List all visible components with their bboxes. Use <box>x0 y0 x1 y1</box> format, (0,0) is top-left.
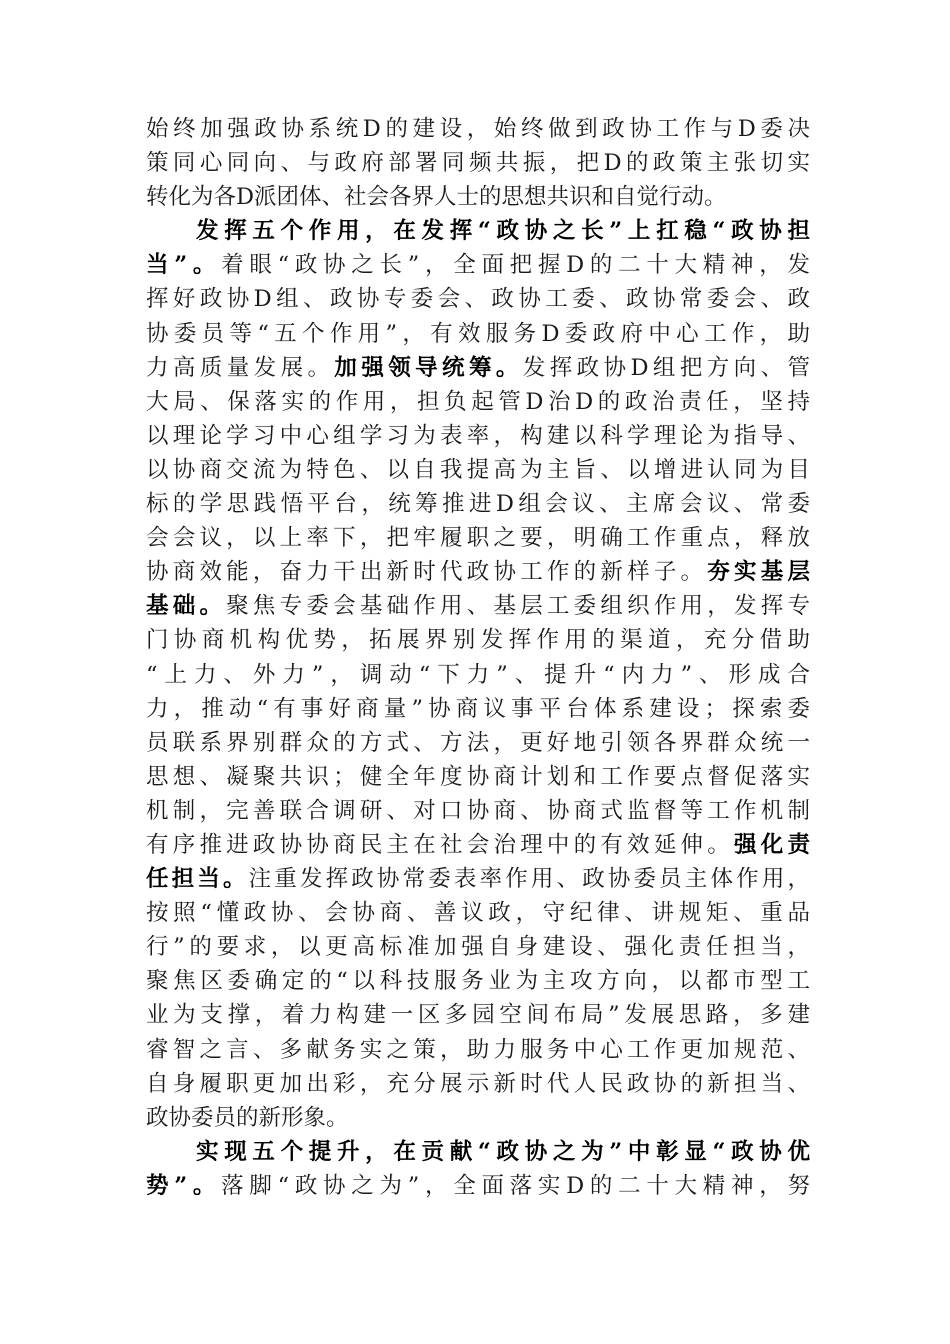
body-text: 协商效能，奋力干出新时代政协工作的新样子。 <box>146 559 708 586</box>
body-text: 政协委员的新形象。 <box>146 1104 349 1131</box>
text-line <box>146 248 810 282</box>
body-text: 门协商机构优势，拓展界别发挥作用的渠道，充分借助 <box>146 627 810 654</box>
body-text: 有序推进政协协商民主在社会治理中的有效延伸。 <box>146 831 735 858</box>
text-line <box>146 521 810 555</box>
body-text: 思想、凝聚共识；健全年度协商计划和工作要点督促落实 <box>146 763 810 790</box>
body-text: 始终加强政协系统D的建设，始终做到政协工作与D委决 <box>146 116 810 142</box>
text-line <box>146 214 810 248</box>
body-text: 力高质量发展。 <box>146 354 335 381</box>
body-text: 聚焦区委确定的“以科技服务业为主攻方向，以都市型工 <box>146 968 810 995</box>
text-line <box>146 351 810 385</box>
body-text: 大局、保落实的作用，担负起管D治D的政治责任，坚持 <box>146 388 810 415</box>
text-line <box>146 930 810 964</box>
text-line <box>146 658 810 692</box>
bold-heading-text: 实现五个提升，在贡献“政协之为”中彰显“政协优 <box>196 1138 810 1165</box>
text-line <box>146 146 810 180</box>
bold-heading-text: 当”。 <box>146 252 222 279</box>
text-line <box>146 760 810 794</box>
text-line <box>146 896 810 930</box>
bold-heading-text: 基础。 <box>146 593 227 620</box>
body-text: 以理论学习中心组学习为表率，构建以科学理论为指导、 <box>146 422 810 449</box>
text-line <box>146 112 810 146</box>
text-line <box>146 1033 810 1067</box>
bold-heading-text: 强化责 <box>734 831 810 858</box>
body-text: 会会议，以上率下，把牢履职之要，明确工作重点，释放 <box>146 525 810 552</box>
text-line <box>146 317 810 351</box>
body-text: 标的学思践悟平台，统筹推进D组会议、主席会议、常委 <box>146 491 810 518</box>
bold-heading-text: 势”。 <box>146 1172 222 1199</box>
body-text: 协委员等“五个作用”，有效服务D委政府中心工作，助 <box>146 320 810 347</box>
text-line <box>146 1135 810 1169</box>
body-text: 策同心同向、与政府部署同频共振，把D的政策主张切实 <box>146 150 810 177</box>
text-line <box>146 828 810 862</box>
text-line <box>146 794 810 828</box>
body-text: 着眼“政协之长”，全面把握D的二十大精神，发 <box>221 252 810 279</box>
text-line <box>146 964 810 998</box>
body-text: 业为支撑，着力构建一区多园空间布局”发展思路，多建 <box>146 1002 810 1029</box>
bold-heading-text: 加强领导统筹。 <box>334 354 523 381</box>
body-text: 聚焦专委会基础作用、基层工委组织作用，发挥专 <box>226 593 810 620</box>
text-line <box>146 589 810 623</box>
text-line <box>146 487 810 521</box>
body-text: 以协商交流为特色、以自我提高为主旨、以增进认同为目 <box>146 456 810 483</box>
body-text: 员联系界别群众的方式、方法，更好地引领各界群众统一 <box>146 729 810 756</box>
text-line <box>146 998 810 1032</box>
text-line <box>146 1067 810 1101</box>
text-line <box>146 1169 810 1203</box>
bold-heading-text: 发挥五个作用，在发挥“政协之长”上扛稳“政协担 <box>196 218 810 245</box>
body-text: 机制，完善联合调研、对口协商、协商式监督等工作机制 <box>146 797 810 824</box>
body-text: 挥好政协D组、政协专委会、政协工委、政协常委会、政 <box>146 286 810 313</box>
body-text: 发挥政协D组把方向、管 <box>522 354 810 381</box>
text-line <box>146 692 810 726</box>
body-text: 落脚“政协之为”，全面落实D的二十大精神，努 <box>221 1172 810 1199</box>
text-line <box>146 555 810 589</box>
text-line <box>146 419 810 453</box>
text-line <box>146 453 810 487</box>
bold-heading-text: 夯实基层 <box>707 559 810 586</box>
body-text: 自身履职更加出彩，充分展示新时代人民政协的新担当、 <box>146 1070 810 1097</box>
text-line <box>146 862 810 896</box>
body-text: 力，推动“有事好商量”协商议事平台体系建设；探索委 <box>146 695 810 722</box>
text-line <box>146 282 810 316</box>
body-text: 注重发挥政协常委表率作用、政协委员主体作用， <box>248 866 810 893</box>
body-text: 转化为各D派团体、社会各界人士的思想共识和自觉行动。 <box>146 184 727 211</box>
body-text: “上力、外力”，调动“下力”、提升“内力”、形成合 <box>146 661 810 688</box>
body-text: 按照“懂政协、会协商、善议政，守纪律、讲规矩、重品 <box>146 900 810 927</box>
body-text: 行”的要求，以更高标准加强自身建设、强化责任担当， <box>146 934 810 961</box>
text-line <box>146 180 810 214</box>
text-line <box>146 1101 810 1135</box>
text-line <box>146 385 810 419</box>
document-page <box>146 112 810 1203</box>
body-text: 睿智之言、多献务实之策，助力服务中心工作更加规范、 <box>146 1036 810 1063</box>
text-line <box>146 726 810 760</box>
text-line <box>146 623 810 657</box>
bold-heading-text: 任担当。 <box>146 866 249 893</box>
